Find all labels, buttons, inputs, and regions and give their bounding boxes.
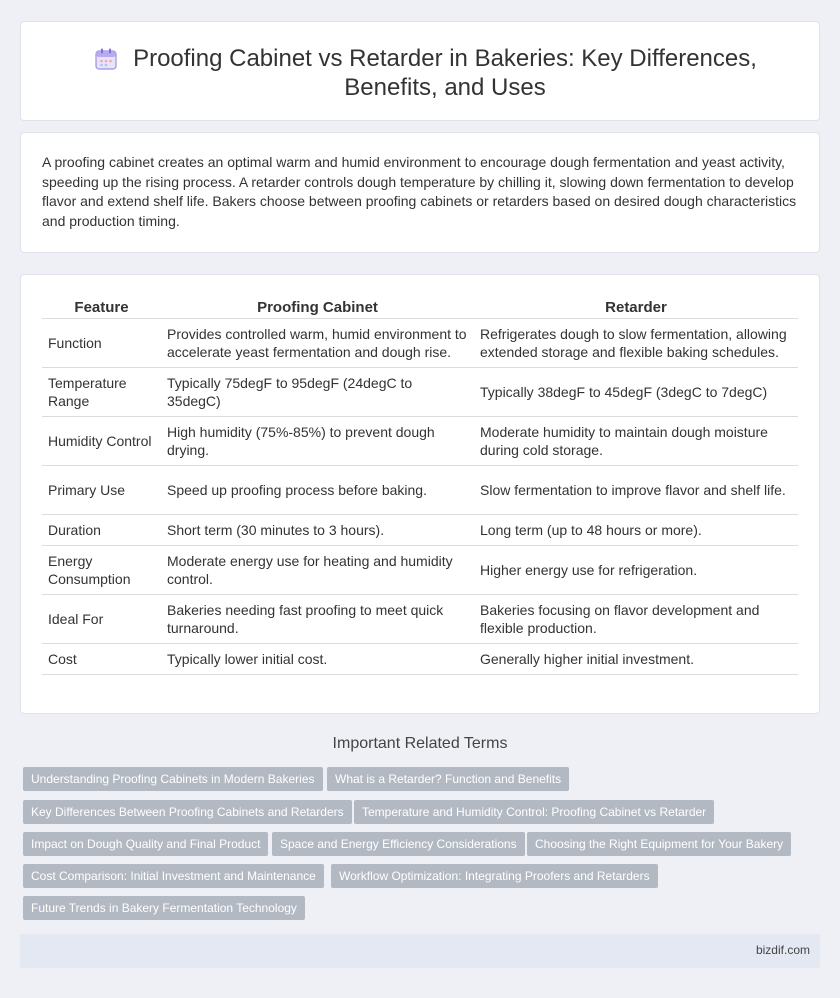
proofing-cabinet-cell: Provides controlled warm, humid environment to accelerate yeast fermentation and dough rise. (161, 319, 474, 368)
table-row (42, 515, 798, 546)
page-title: Proofing Cabinet vs Retarder in Bakeries: Key Differences, Benefits, and Uses (133, 45, 757, 101)
feature-cell: Ideal For (42, 595, 161, 644)
table-row (42, 466, 798, 515)
retarder-cell: Slow fermentation to improve flavor and shelf life. (474, 466, 798, 515)
retarder-cell: Higher energy use for refrigeration. (474, 546, 798, 595)
retarder-cell: Moderate humidity to maintain dough moisture during cold storage. (474, 417, 798, 466)
retarder-cell: Generally higher initial investment. (474, 644, 798, 675)
related-term-tag[interactable]: Choosing the Right Equipment for Your Bakery (527, 832, 791, 856)
related-term-tag[interactable]: Understanding Proofing Cabinets in Modern Bakeries (23, 767, 323, 791)
related-term-tag[interactable]: Impact on Dough Quality and Final Product (23, 832, 268, 856)
retarder-cell: Long term (up to 48 hours or more). (474, 515, 798, 546)
comparison-table (42, 296, 798, 675)
related-term-tag[interactable]: Workflow Optimization: Integrating Proofers and Retarders (331, 864, 658, 888)
proofing-cabinet-cell: Short term (30 minutes to 3 hours). (161, 515, 474, 546)
proofing-cabinet-cell: Typically lower initial cost. (161, 644, 474, 675)
table-row (42, 595, 798, 644)
feature-cell: Temperature Range (42, 368, 161, 417)
related-term-tag[interactable]: Temperature and Humidity Control: Proofing Cabinet vs Retarder (354, 800, 714, 824)
related-term-tag[interactable]: Cost Comparison: Initial Investment and Maintenance (23, 864, 324, 888)
feature-cell: Humidity Control (42, 417, 161, 466)
table-row (42, 417, 798, 466)
related-terms-heading: Important Related Terms (332, 735, 508, 752)
related-term-tag[interactable]: Space and Energy Efficiency Considerations (272, 832, 525, 856)
proofing-cabinet-cell: Bakeries needing fast proofing to meet quick turnaround. (161, 595, 474, 644)
feature-cell: Primary Use (42, 466, 161, 515)
proofing-cabinet-cell: Moderate energy use for heating and humidity control. (161, 546, 474, 595)
retarder-cell: Bakeries focusing on flavor development and flexible production. (474, 595, 798, 644)
feature-cell: Cost (42, 644, 161, 675)
comparison-card (20, 274, 820, 714)
feature-cell: Duration (42, 515, 161, 546)
proofing-cabinet-cell: Speed up proofing process before baking. (161, 466, 474, 515)
related-term-tag[interactable]: Key Differences Between Proofing Cabinets and Retarders (23, 800, 352, 824)
footer-site-name[interactable]: bizdif.com (755, 943, 810, 957)
intro-text: A proofing cabinet creates an optimal warm and humid environment to encourage dough fermentation and yeast activity, speeding up the rising process. A retarder controls dough temperature by chilling it, slowing down fermentation to develop flavor and extend shelf life. Bakers choose between proofing cabinets or retarders based on desired dough characteristics and production timing. (42, 154, 797, 229)
header-retarder: Retarder (474, 296, 798, 319)
proofing-cabinet-cell: Typically 75degF to 95degF (24degC to 35degC) (161, 368, 474, 417)
header-feature: Feature (42, 296, 161, 319)
retarder-cell: Refrigerates dough to slow fermentation, allowing extended storage and flexible baking schedules. (474, 319, 798, 368)
proofing-cabinet-cell: High humidity (75%-85%) to prevent dough drying. (161, 417, 474, 466)
intro-card (20, 132, 820, 253)
header-proofing-cabinet: Proofing Cabinet (161, 296, 474, 319)
feature-cell: Energy Consumption (42, 546, 161, 595)
table-row (42, 368, 798, 417)
table-header-row (42, 296, 798, 319)
table-row (42, 546, 798, 595)
related-term-tag[interactable]: What is a Retarder? Function and Benefits (327, 767, 569, 791)
footer (20, 934, 820, 968)
feature-cell: Function (42, 319, 161, 368)
table-row (42, 319, 798, 368)
table-row (42, 644, 798, 675)
related-term-tag[interactable]: Future Trends in Bakery Fermentation Technology (23, 896, 305, 920)
header-card (20, 21, 820, 121)
retarder-cell: Typically 38degF to 45degF (3degC to 7degC) (474, 368, 798, 417)
